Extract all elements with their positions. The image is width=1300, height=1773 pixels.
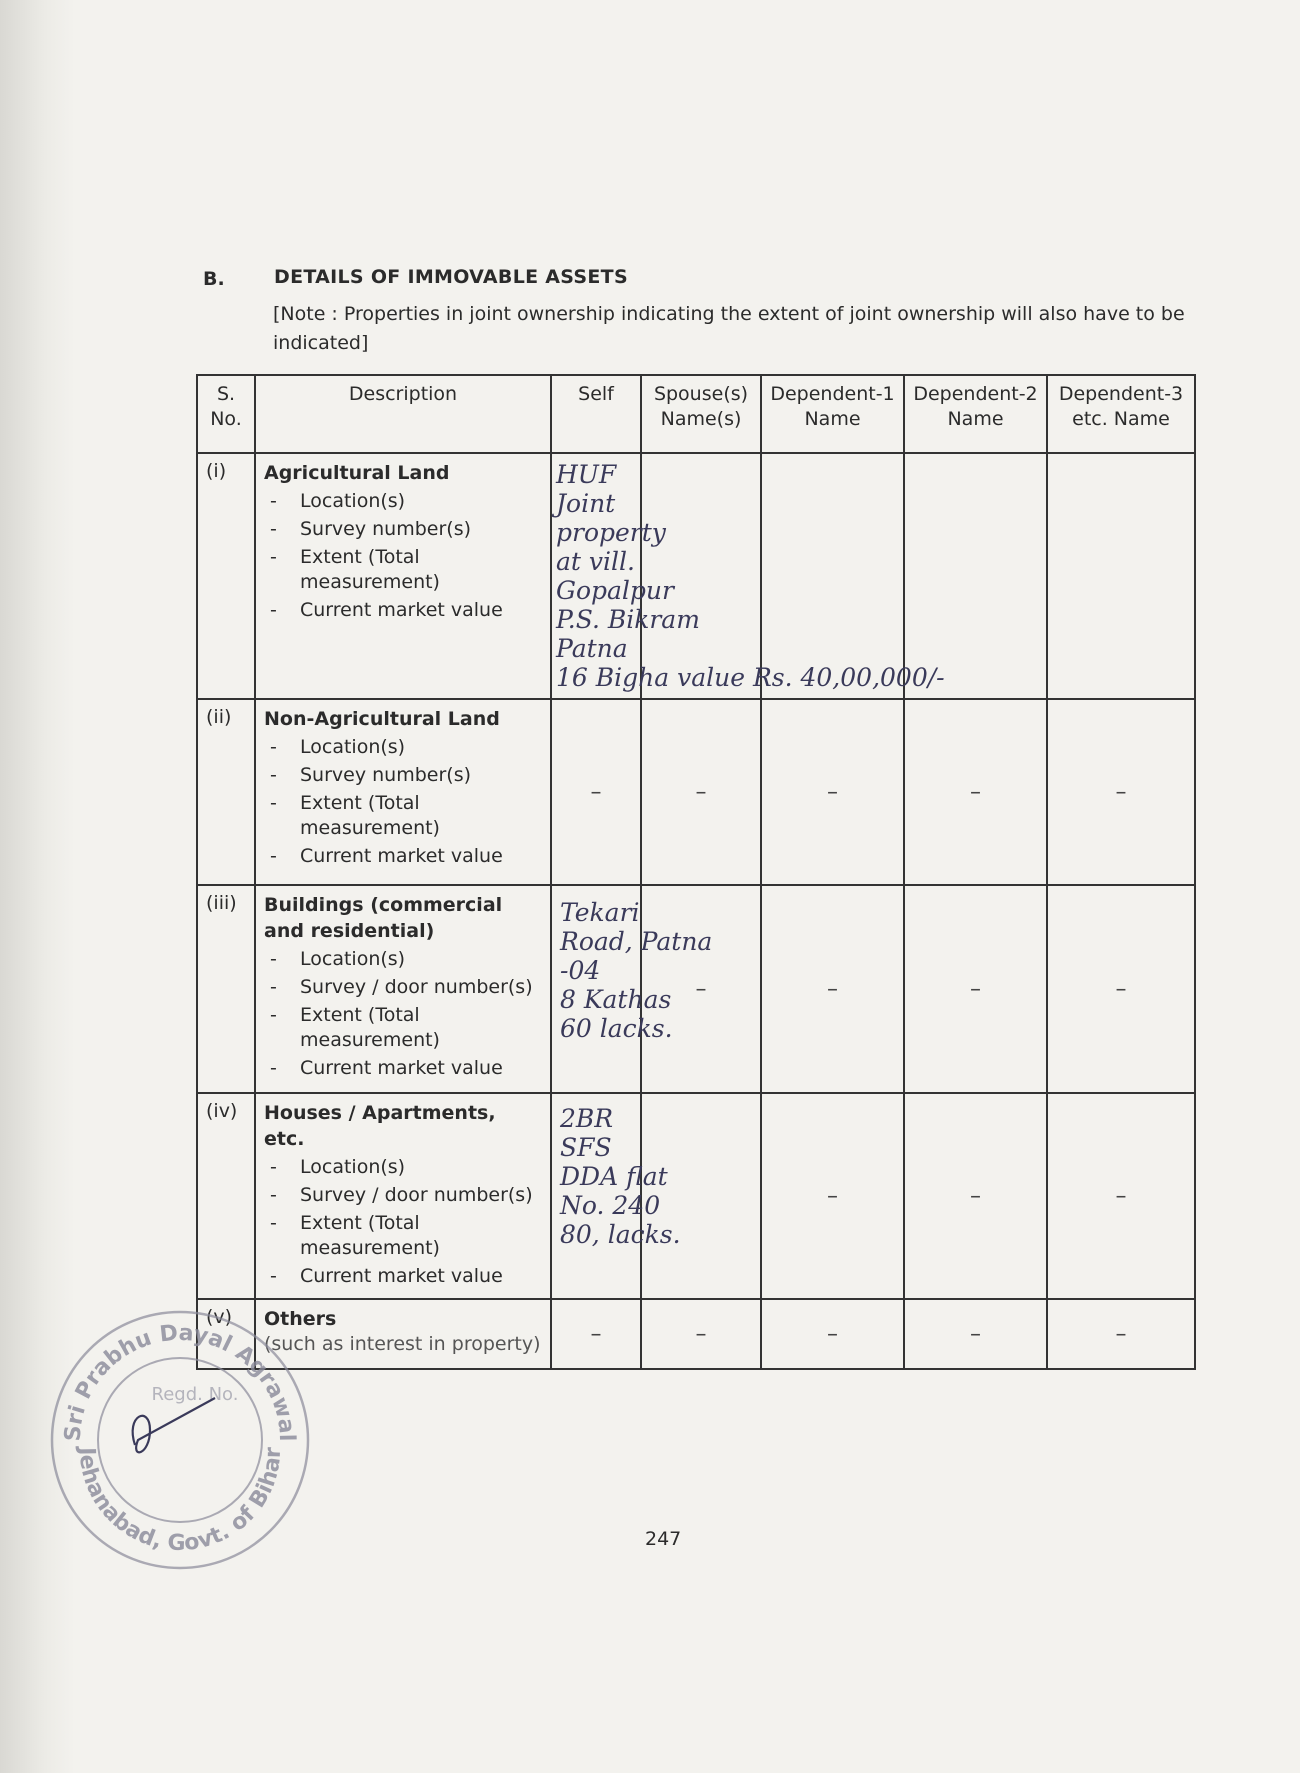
cell-dependent-2: – — [904, 1299, 1047, 1369]
cell-dependent-3: – — [1047, 1093, 1195, 1299]
row-description — [255, 1093, 551, 1299]
section-note: [Note : Properties in joint ownership indicating the extent of joint ownership will also have to be indicated] — [273, 303, 1185, 354]
header-description: Description — [255, 375, 551, 453]
section-title: DETAILS OF IMMOVABLE ASSETS — [274, 266, 628, 288]
handwritten-line: HUF — [556, 460, 617, 489]
list-item: - Survey number(s) — [264, 763, 542, 788]
header-dependent-3: Dependent-3 etc. Name — [1047, 375, 1195, 453]
handwritten-line: Road, Patna — [560, 927, 713, 956]
table-header-row — [197, 375, 1195, 453]
handwritten-line: P.S. Bikram — [556, 605, 700, 634]
handwritten-line: Tekari — [560, 898, 640, 927]
cell-dependent-3: – — [1047, 699, 1195, 885]
header-sno: S. No. — [197, 375, 255, 453]
list-item: - Location(s) — [264, 489, 542, 514]
table-row — [197, 453, 1195, 699]
list-item: - Extent (Total measurement) — [264, 1211, 542, 1261]
cell-dependent-2: – — [904, 699, 1047, 885]
handwritten-line: DDA flat — [560, 1162, 668, 1191]
cell-self: – — [551, 1299, 641, 1369]
cell-self: – — [551, 699, 641, 885]
handwritten-line: at vill. — [556, 547, 635, 576]
handwritten-line: 16 Bigha value Rs. 40,00,000/- — [556, 663, 945, 692]
cell-spouse: – — [641, 885, 761, 1093]
cell-spouse: – — [641, 1299, 761, 1369]
list-item: - Extent (Total measurement) — [264, 791, 542, 841]
handwritten-line: Joint — [556, 489, 616, 518]
cell-dependent-1: – — [761, 1299, 904, 1369]
row-title: Buildings (commercial and residential) — [264, 894, 503, 942]
row-items — [264, 1155, 542, 1289]
row-items — [264, 947, 542, 1081]
list-item: - Survey number(s) — [264, 517, 542, 542]
table-row — [197, 1299, 1195, 1369]
handwritten-line: 60 lacks. — [560, 1014, 673, 1043]
cell-self — [551, 1093, 681, 1299]
handwritten-line: property — [556, 518, 666, 547]
notary-stamp — [40, 1290, 320, 1570]
handwritten-line: SFS — [560, 1133, 612, 1162]
row-title: Others — [264, 1308, 337, 1330]
handwritten-line: No. 240 — [560, 1191, 661, 1220]
table-row — [197, 885, 1195, 1093]
table-row — [197, 699, 1195, 885]
row-items — [264, 735, 542, 869]
handwritten-line: 80, lacks. — [560, 1220, 681, 1249]
cell-dependent-1: – — [761, 1093, 904, 1299]
cell-dependent-1: – — [761, 885, 904, 1093]
list-item: - Location(s) — [264, 1155, 542, 1180]
cell-dependent-3 — [1047, 453, 1195, 699]
table-row — [197, 1093, 1195, 1299]
header-spouse: Spouse(s) Name(s) — [641, 375, 761, 453]
handwritten-line: Gopalpur — [556, 576, 674, 605]
row-sno: (iii) — [197, 885, 255, 1093]
row-title: Agricultural Land — [264, 462, 450, 484]
row-sno: (i) — [197, 453, 255, 699]
stamp-text-top: Sri Prabhu Dayal Agrawal — [60, 1320, 300, 1443]
list-item: - Location(s) — [264, 947, 542, 972]
handwritten-line: 8 Kathas — [560, 985, 672, 1014]
cell-dependent-3: – — [1047, 1299, 1195, 1369]
row-subtitle: (such as interest in property) — [264, 1333, 541, 1355]
row-sno: (v) — [197, 1299, 255, 1369]
stamp-text-mid: Regd. No. — [151, 1384, 239, 1405]
row-description — [255, 699, 551, 885]
cell-self — [551, 453, 945, 699]
list-item: - Current market value — [264, 844, 542, 869]
page-number: 247 — [645, 1528, 682, 1550]
header-dependent-1: Dependent-1 Name — [761, 375, 904, 453]
handwritten-line: Patna — [556, 634, 628, 663]
row-items — [264, 489, 542, 623]
list-item: - Extent (Total measurement) — [264, 545, 542, 595]
list-item: - Current market value — [264, 1264, 542, 1289]
list-item: - Current market value — [264, 1056, 542, 1081]
cell-spouse: – — [641, 699, 761, 885]
cell-dependent-2: – — [904, 885, 1047, 1093]
list-item: - Extent (Total measurement) — [264, 1003, 542, 1053]
list-item: - Survey / door number(s) — [264, 975, 542, 1000]
section-letter: B. — [203, 268, 225, 290]
handwritten-line: -04 — [560, 956, 601, 985]
svg-text:Sri Prabhu Dayal Agrawal — [61, 1321, 299, 1442]
list-item: - Survey / door number(s) — [264, 1183, 542, 1208]
cell-dependent-1: – — [761, 699, 904, 885]
row-title: Non-Agricultural Land — [264, 708, 500, 730]
list-item: - Current market value — [264, 598, 542, 623]
immovable-assets-table — [196, 374, 1196, 1370]
cell-dependent-2: – — [904, 1093, 1047, 1299]
signature-mark — [133, 1398, 215, 1452]
list-item: - Location(s) — [264, 735, 542, 760]
row-sno: (ii) — [197, 699, 255, 885]
row-description — [255, 453, 551, 699]
handwritten-line: 2BR — [560, 1104, 614, 1133]
header-self: Self — [551, 375, 641, 453]
stamp-text-bottom: Jehanabad, Govt. of Bihar — [73, 1446, 287, 1557]
row-title: Houses / Apartments, etc. — [264, 1102, 496, 1150]
row-description — [255, 885, 551, 1093]
svg-text:Jehanabad, Govt. of Bihar — [74, 1445, 286, 1556]
cell-self — [551, 885, 713, 1093]
header-dependent-2: Dependent-2 Name — [904, 375, 1047, 453]
row-sno: (iv) — [197, 1093, 255, 1299]
cell-dependent-3: – — [1047, 885, 1195, 1093]
